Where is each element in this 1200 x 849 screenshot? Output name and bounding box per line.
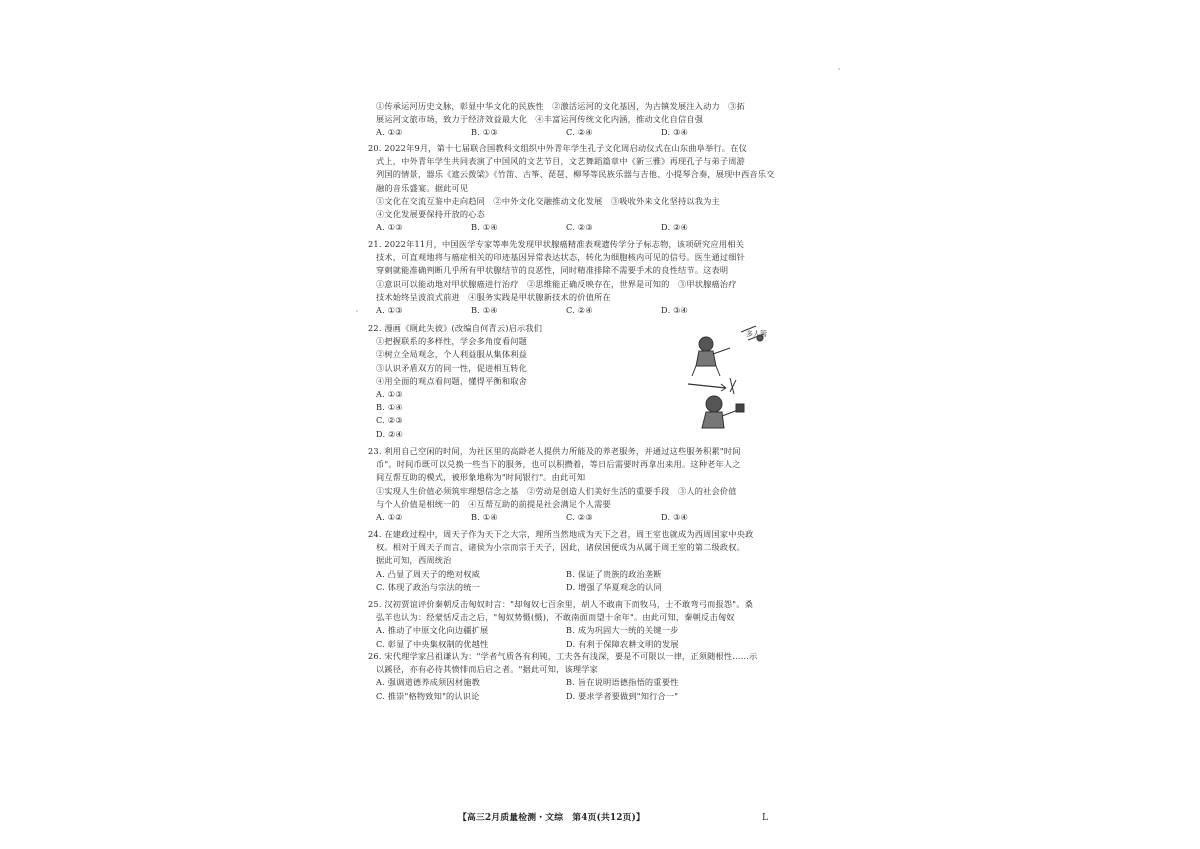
answer-choices	[368, 304, 778, 317]
option-line: 与个人价值是相统一的 ④互帮互助的前提是社会满足个人需要	[376, 498, 611, 509]
stem-line: 26. 宋代理学家吕祖谦认为："学者气质各有利钝，工夫各有浅深，要是不可限以一律，正须随根性……示	[368, 651, 758, 661]
choice-b: B. ①③	[471, 127, 498, 138]
choice-c: C. 体现了政治与宗法的统一	[376, 581, 481, 592]
choice-d: D. ③④	[661, 304, 689, 315]
choice-c: C. 推崇"格物致知"的认识论	[376, 690, 480, 701]
option-line: ③认识矛盾双方的同一性，促进相互转化	[376, 362, 527, 373]
choice-c: C. ②③	[376, 415, 403, 426]
option-line: ①文化在交流互鉴中走向趋同 ②中外文化交融推动文化发展 ③吸收外来文化坚持以我为主	[376, 195, 720, 206]
stem-line: 融的音乐盛宴。据此可见	[376, 182, 469, 193]
choice-a: A. ①③	[376, 388, 403, 399]
option-line: ②树立全局观念，个人利益服从集体利益	[376, 349, 527, 360]
answer-choices	[368, 676, 778, 689]
stem-line: 列国的情景，器乐《遮云拨梁》《竹笛、古筝、琵琶、柳琴等民族乐器与吉他、小提琴合奏，展现中西音乐交	[376, 169, 775, 180]
scan-speck	[838, 68, 840, 70]
choice-a: A. ①②	[376, 127, 403, 138]
answer-choices	[368, 624, 778, 637]
stem-line: 22. 漫画《厕此失彼》(改编自何青云)启示我们	[368, 323, 543, 333]
page-footer: 【高三2月质量检测・文综 第4页(共12页)】	[458, 813, 645, 823]
question-23	[368, 445, 778, 524]
choice-b: B. 保证了贵族的政治垄断	[566, 568, 662, 579]
cartoon-illustration	[686, 318, 796, 438]
option-line: ①意识可以能动地对甲状腺癌进行治疗 ②思维能正确反映存在，世界是可知的 ③甲状腺癌治疗	[376, 278, 737, 289]
choice-c: C. 彰显了中央集权制的优越性	[376, 638, 489, 649]
stem-line: 23. 利用自己空闲的时间，为社区里的高龄老人提供力所能及的养老服务，并通过这些服务积累"时间	[368, 446, 741, 456]
stem-line: 式上，中外青年学生共同表演了中国风的文艺节目，文艺舞蹈篇章中《新三雅》再现孔子与弟子周游	[376, 156, 746, 167]
option-line: ①传承运河历史文脉，彰显中华文化的民族性 ②激活运河的文化基因，为古镇发展注入动力 ③拓	[376, 101, 746, 111]
stem-line: 币"。时间币既可以兑换一些当下的服务，也可以积攒着，等日后需要时再拿出来用。这种老年人之	[376, 459, 741, 470]
choice-a: A. ①③	[376, 222, 403, 233]
choice-d: D. ③④	[661, 127, 689, 138]
answer-choices	[368, 581, 778, 594]
corner-mark: L	[762, 813, 769, 823]
choice-d: D. ②④	[376, 428, 404, 439]
option-line: ①把握联系的多样性，学会多角度看问题	[376, 336, 527, 347]
choice-a: A. 强调道德养成须因材施教	[376, 677, 480, 688]
stem-line: 技术，可直观地将与癌症相关的印迹基因异常表达状态，转化为细胞核内可见的信号。医生通过细针	[376, 252, 746, 263]
choice-d: D. 增强了华夏观念的认同	[566, 581, 662, 592]
choice-d: D. 要求学者要做到"知行合一"	[566, 690, 679, 701]
question-20	[368, 142, 778, 234]
choice-b: B. ①④	[471, 222, 498, 233]
choice-c: C. ②④	[566, 127, 593, 138]
option-line: 展运河文旅市场，致力于经济效益最大化 ④丰富运河传统文化内涵，推动文化自信自强	[376, 114, 704, 125]
answer-choices	[368, 511, 778, 524]
option-line: ④文化发展要保持开放的心态	[376, 208, 486, 219]
choice-a: A. ①③	[376, 304, 403, 315]
choice-c: C. ②④	[566, 304, 593, 315]
answer-choices	[368, 690, 778, 703]
option-line: ④用全面的观点看问题，懂得平衡和取舍	[376, 375, 527, 386]
choice-b: B. 成为巩固大一统的关键一步	[566, 625, 679, 636]
option-line: 技术始终呈波浪式前进 ④服务实践是甲状腺新技术的价值所在	[376, 291, 611, 302]
stem-line: 据此可知，西周统治	[376, 555, 452, 566]
choice-d: D. ②④	[661, 222, 689, 233]
stem-line: 21. 2022年11月，中国医学专家等率先发现甲状腺癌精准表观遗传学分子标志物，该项研究应用相关	[368, 239, 744, 249]
choice-a: A. ①②	[376, 511, 403, 522]
choice-b: B. ①④	[376, 402, 403, 413]
answer-choices	[368, 221, 778, 234]
scan-speck	[356, 310, 358, 312]
stem-line: 弘羊也认为：经蒙恬反击之后，"匈奴势慑(慑)，不敢南面而望十余年"。由此可知，秦朝反击匈奴	[376, 612, 735, 623]
choice-b: B. 旨在说明语德指悟的重要性	[566, 677, 679, 688]
answer-choices	[368, 638, 778, 651]
choice-b: B. ①④	[471, 304, 498, 315]
question-21	[368, 238, 778, 317]
choice-a: A. 推动了中原文化向边疆扩展	[376, 625, 489, 636]
answer-choices	[368, 126, 778, 139]
question-19-tail	[368, 100, 778, 140]
stem-line: 权。相对于周天子而言，诸侯为小宗而宗于天子，因此，诸侯国便成为从属于周王室的第二级政权。	[376, 542, 746, 553]
cartoon-drawing	[686, 318, 796, 438]
choice-c: C. ②③	[566, 222, 593, 233]
stem-line: 穿刺就能准确判断几乎所有甲状腺结节的良恶性，同时精准排除不需要手术的良性结节。这表明	[376, 265, 729, 276]
question-26	[368, 650, 778, 703]
choice-b: B. ①④	[471, 511, 498, 522]
question-25	[368, 598, 778, 651]
choice-d: D. 有利于保障农耕文明的发展	[566, 638, 679, 649]
choice-c: C. ②③	[566, 511, 593, 522]
stem-line: 24. 在建政过程中，周天子作为天下之大宗，理所当然地成为天下之君，周王室也就成为西周国家中央政	[368, 529, 754, 539]
stem-line: 20. 2022年9月，第十七届联合国教科文组织中外青年学生孔子文化周启动仪式在山东曲阜举行。在仪	[368, 143, 747, 153]
choice-a: A. 凸显了周天子的绝对权威	[376, 568, 480, 579]
choice-d: D. ③④	[661, 511, 689, 522]
option-line: ①实现人生价值必须筑牢理想信念之基 ②劳动是创造人们美好生活的重要手段 ③人的社会价值	[376, 485, 737, 496]
stem-line: 以蹊径，亦有必待其愤悱而后启之者。"据此可知，该理学家	[376, 664, 599, 675]
question-24	[368, 528, 778, 594]
comic-caption: 多人管	[746, 330, 767, 338]
answer-choices	[368, 568, 778, 581]
stem-line: 25. 汉初贾谊评价秦朝反击匈奴时言："却匈奴七百余里，胡人不敢南下而牧马，士不敢弯弓而报怨"。桑	[368, 599, 754, 609]
stem-line: 间互帮互助的模式，被形象地称为"时间银行"。由此可知	[376, 472, 586, 483]
